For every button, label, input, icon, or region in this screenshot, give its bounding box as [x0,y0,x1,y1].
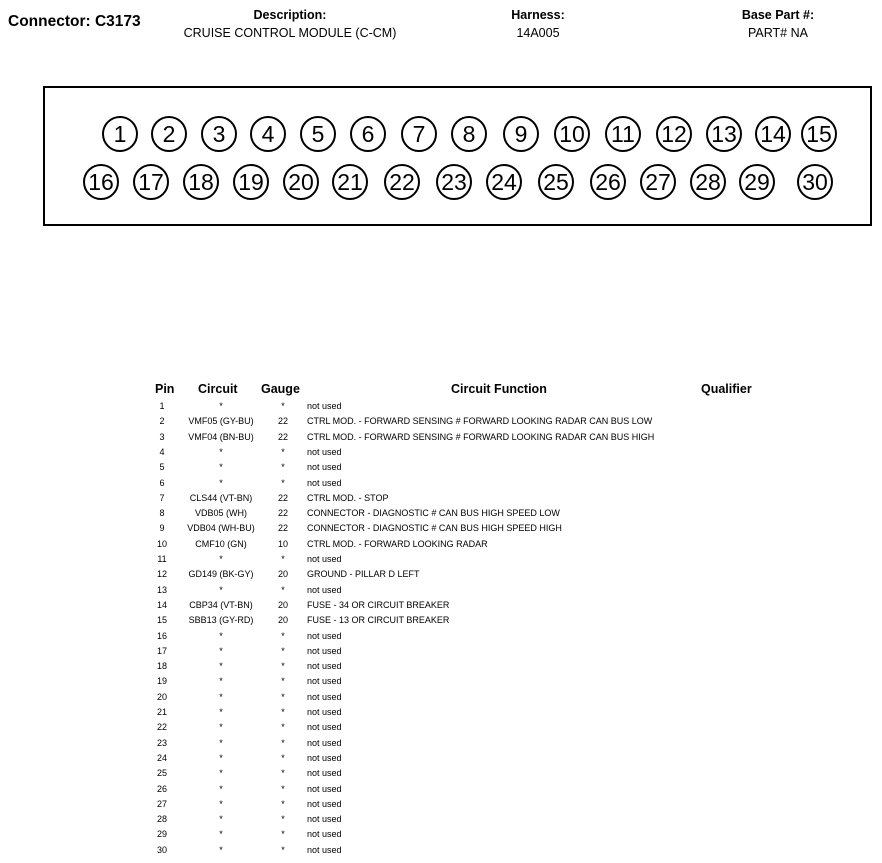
circuit-cell: * [219,752,223,763]
circuit-cell: * [219,661,223,672]
gauge-cell: 20 [277,569,288,580]
circuit-cell: VDB05 (WH) [194,508,247,519]
pin-23: 23 [436,164,472,200]
function-cell: not used [307,783,342,794]
pin-14: 14 [755,116,791,152]
circuit-cell: * [219,446,223,457]
function-cell: not used [307,584,342,595]
pin-cell: 16 [156,630,167,641]
gauge-cell: * [281,446,285,457]
table-row [150,768,770,783]
pin-cell: 24 [156,752,167,763]
gauge-cell: 20 [277,615,288,626]
pin-11: 11 [605,116,641,152]
table-row [150,416,770,431]
table-row [150,615,770,630]
pin-8: 8 [451,116,487,152]
function-cell: CTRL MOD. - STOP [307,492,389,503]
function-cell: not used [307,645,342,656]
table-row [150,523,770,538]
base-part-label: Base Part #: [741,8,815,22]
circuit-cell: * [219,829,223,840]
pin-cell: 30 [156,844,167,855]
table-row [150,676,770,691]
pin-21: 21 [332,164,368,200]
circuit-cell: * [219,645,223,656]
pin-cell: 1 [159,401,165,411]
function-cell: not used [307,722,342,733]
gauge-cell: 22 [277,416,288,427]
table-row [150,462,770,477]
circuit-cell: * [219,722,223,733]
table-row [150,661,770,676]
gauge-cell: * [281,722,285,733]
pin-cell: 26 [156,783,167,794]
pin-29: 29 [739,164,775,200]
pin-cell: 29 [156,829,167,840]
pin-cell: 25 [156,768,167,779]
table-row [150,554,770,569]
function-cell: CONNECTOR - DIAGNOSTIC # CAN BUS HIGH SPEED HIGH [307,523,562,534]
pin-cell: 27 [156,798,167,809]
table-row [150,738,770,753]
pin-cell: 14 [156,599,167,610]
header-circuit-function: Circuit Function [451,382,547,396]
circuit-cell: * [219,554,223,564]
circuit-cell: CBP34 (VT-BN) [189,599,253,610]
table-row [150,539,770,554]
pin-cell: 11 [157,554,167,564]
pin-22: 22 [384,164,420,200]
table-row [150,784,770,799]
pin-cell: 10 [156,538,167,549]
gauge-cell: 20 [277,599,288,610]
gauge-cell: * [281,584,285,595]
pin-7: 7 [401,116,437,152]
gauge-cell: * [281,783,285,794]
function-cell: not used [307,630,342,641]
table-row [150,646,770,661]
pin-27: 27 [640,164,676,200]
table-row [150,814,770,829]
circuit-cell: * [219,676,223,687]
circuit-cell: CMF10 (GN) [195,538,247,549]
table-row [150,432,770,447]
function-cell: FUSE - 13 OR CIRCUIT BREAKER [307,615,450,626]
pin-cell: 23 [156,737,167,748]
circuit-cell: VMF05 (GY-BU) [188,416,254,427]
gauge-cell: 10 [277,538,288,549]
pin-cell: 17 [156,645,167,656]
circuit-cell: * [219,707,223,717]
function-cell: not used [307,446,342,457]
gauge-cell: * [281,844,285,855]
gauge-cell: 22 [277,492,288,503]
table-row [150,845,770,860]
gauge-cell: * [281,645,285,656]
circuit-cell: * [219,814,223,825]
table-row [150,447,770,462]
circuit-cell: * [219,477,223,488]
function-cell: not used [307,814,342,825]
pin-2: 2 [151,116,187,152]
gauge-cell: * [281,768,285,779]
pin-cell: 12 [156,569,167,580]
pin-18: 18 [183,164,219,200]
gauge-cell: * [281,814,285,825]
pin-16: 16 [83,164,119,200]
pin-cell: 18 [156,661,167,672]
pin-19: 19 [233,164,269,200]
function-cell: not used [307,477,342,488]
circuit-cell: * [219,783,223,794]
pin-cell: 6 [159,477,165,488]
pin-9: 9 [503,116,539,152]
gauge-cell: * [281,401,285,411]
gauge-cell: * [281,630,285,641]
circuit-cell: CLS44 (VT-BN) [189,492,253,503]
gauge-cell: * [281,661,285,672]
gauge-cell: * [281,737,285,748]
table-row [150,799,770,814]
pin-cell: 9 [159,523,165,534]
pin-cell: 2 [159,416,165,427]
gauge-cell: * [281,707,285,717]
pin-cell: 15 [156,615,167,626]
harness-value: 14A005 [516,26,560,40]
function-cell: not used [307,691,342,702]
pin-cell: 13 [156,584,167,595]
pin-4: 4 [250,116,286,152]
function-cell: CTRL MOD. - FORWARD LOOKING RADAR [307,538,488,549]
table-row [150,600,770,615]
description-value: CRUISE CONTROL MODULE (C-CM) [183,26,397,40]
table-row [150,569,770,584]
gauge-cell: * [281,752,285,763]
harness-block [498,6,578,42]
table-row [150,753,770,768]
pin-12: 12 [656,116,692,152]
function-cell: not used [307,401,342,411]
circuit-cell: * [219,462,223,473]
pin-1: 1 [102,116,138,152]
pin-25: 25 [538,164,574,200]
circuit-cell: SBB13 (GY-RD) [188,615,254,626]
pin-cell: 20 [156,691,167,702]
table-row [150,631,770,646]
circuit-cell: * [219,401,223,411]
table-row [150,707,770,722]
function-cell: not used [307,737,342,748]
pin-cell: 3 [159,431,165,442]
pin-13: 13 [706,116,742,152]
header-qualifier: Qualifier [701,382,752,396]
table-row [150,829,770,844]
pin-cell: 28 [156,814,167,825]
pin-cell: 5 [159,462,165,473]
table-row [150,508,770,523]
pin-15: 15 [801,116,837,152]
table-row [150,478,770,493]
circuit-cell: VDB04 (WH-BU) [187,523,255,534]
gauge-cell: * [281,477,285,488]
gauge-cell: * [281,691,285,702]
circuit-cell: * [219,737,223,748]
description-block [172,6,408,42]
gauge-cell: * [281,554,285,564]
description-label: Description: [253,8,327,22]
pin-cell: 21 [156,707,167,717]
function-cell: not used [307,462,342,473]
circuit-cell: * [219,798,223,809]
pin-28: 28 [690,164,726,200]
header-gauge: Gauge [261,382,300,396]
base-part-value: PART# NA [748,26,808,40]
pin-30: 30 [797,164,833,200]
function-cell: not used [307,707,342,717]
function-cell: GROUND - PILLAR D LEFT [307,569,420,580]
pin-5: 5 [300,116,336,152]
gauge-cell: * [281,829,285,840]
function-cell: not used [307,768,342,779]
header-circuit: Circuit [198,382,238,396]
header-pin: Pin [155,382,175,396]
function-cell: CTRL MOD. - FORWARD SENSING # FORWARD LOOKING RADAR CAN BUS HIGH [307,431,655,442]
pin-26: 26 [590,164,626,200]
pin-cell: 7 [159,492,165,503]
table-row [150,401,770,416]
connector-title: Connector: C3173 [8,13,141,30]
pin-3: 3 [201,116,237,152]
pin-17: 17 [133,164,169,200]
function-cell: CONNECTOR - DIAGNOSTIC # CAN BUS HIGH SPEED LOW [307,508,560,519]
gauge-cell: * [281,462,285,473]
gauge-cell: 22 [277,523,288,534]
circuit-cell: * [219,844,223,855]
pin-24: 24 [486,164,522,200]
gauge-cell: * [281,676,285,687]
harness-label: Harness: [511,8,565,22]
function-cell: not used [307,798,342,809]
gauge-cell: 22 [277,431,288,442]
function-cell: not used [307,752,342,763]
pin-20: 20 [283,164,319,200]
pin-cell: 8 [159,508,165,519]
circuit-cell: GD149 (BK-GY) [188,569,254,580]
table-row [150,585,770,600]
circuit-cell: * [219,691,223,702]
table-row [150,722,770,737]
pin-cell: 19 [156,676,167,687]
circuit-cell: * [219,630,223,641]
pin-10: 10 [554,116,590,152]
pin-6: 6 [350,116,386,152]
function-cell: not used [307,844,342,855]
function-cell: FUSE - 34 OR CIRCUIT BREAKER [307,599,450,610]
function-cell: not used [307,829,342,840]
function-cell: not used [307,676,342,687]
circuit-cell: * [219,768,223,779]
gauge-cell: * [281,798,285,809]
pin-cell: 4 [159,446,165,457]
gauge-cell: 22 [277,508,288,519]
connector-face [43,86,872,226]
function-cell: not used [307,661,342,672]
circuit-cell: * [219,584,223,595]
function-cell: CTRL MOD. - FORWARD SENSING # FORWARD LOOKING RADAR CAN BUS LOW [307,416,653,427]
table-row [150,493,770,508]
circuit-cell: VMF04 (BN-BU) [188,431,254,442]
function-cell: not used [307,554,342,564]
pin-cell: 22 [156,722,167,733]
table-row [150,692,770,707]
base-part-block [718,6,838,42]
